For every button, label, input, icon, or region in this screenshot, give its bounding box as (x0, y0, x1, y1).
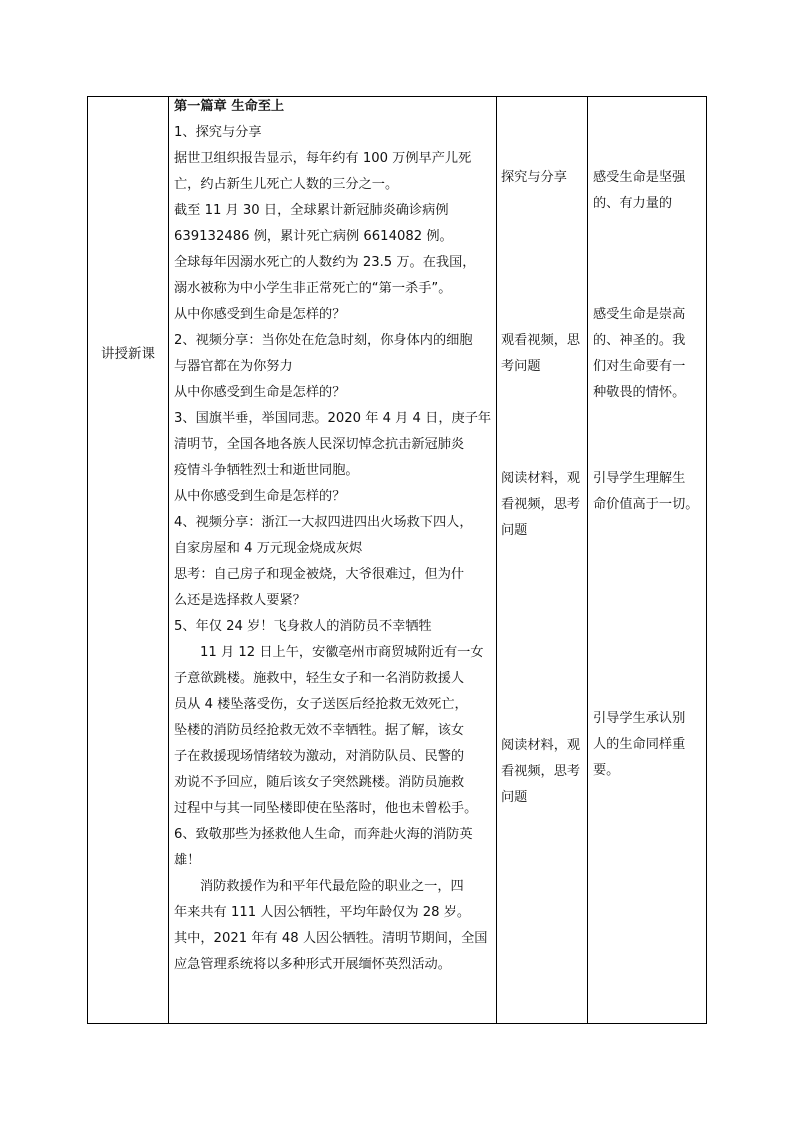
activity-block (501, 466, 580, 544)
content-line: 亡，约占新生儿死亡人数的三分之一。 (174, 177, 399, 192)
intent-line: 感受生命是坚强 (593, 170, 686, 185)
activity-line: 问题 (501, 790, 528, 805)
intent-block (593, 706, 685, 784)
content-line: 雄！ (174, 853, 201, 868)
intent-line: 命价值高于一切。 (593, 497, 699, 512)
activity-line: 观看视频，思 (501, 333, 581, 348)
content-line: 从中你感受到生命是怎样的？ (174, 385, 346, 400)
content-line: 清明节，全国各地各族人民深切悼念抗击新冠肺炎 (174, 437, 465, 452)
content-line: 年来共有 111 人因公牺牲，平均年龄仅为 28 岁。 (174, 905, 471, 920)
activity-block (501, 165, 567, 191)
content-line: 全球每年因溺水死亡的人数约为 23.5 万。在我国， (174, 255, 476, 270)
content-column (174, 94, 492, 978)
content-line: 3、国旗半垂，举国同悲。2020 年 4 月 4 日，庚子年 (174, 411, 492, 426)
activity-line: 看视频，思考 (501, 497, 581, 512)
activity-column (501, 97, 587, 1023)
content-line: 4、视频分享：浙江一大叔四进四出火场救下四人， (174, 515, 473, 530)
intent-line: 种敬畏的情怀。 (593, 385, 686, 400)
content-line: 疫情斗争牺牲烈士和逝世同胞。 (174, 463, 359, 478)
activity-block (501, 328, 580, 380)
activity-line: 探究与分享 (501, 170, 567, 185)
intent-line: 要。 (593, 763, 620, 778)
intent-column (593, 97, 705, 1023)
content-line: 639132486 例，累计死亡病例 6614082 例。 (174, 229, 453, 244)
content-line: 自家房屋和 4 万元现金烧成灰烬 (174, 541, 363, 556)
intent-line: 感受生命是崇高 (593, 307, 686, 322)
content-line: 从中你感受到生命是怎样的？ (174, 307, 346, 322)
content-line: 消防救援作为和平年代最危险的职业之一，四 (200, 879, 464, 894)
content-line: 员从 4 楼坠落受伤，女子送医后经抢救无效死亡， (174, 697, 468, 712)
row-label: 讲授新课 (101, 346, 155, 362)
column-divider (587, 97, 588, 1023)
activity-line: 问题 (501, 523, 528, 538)
content-line: 子意欲跳楼。施救中，轻生女子和一名消防救援人 (174, 671, 465, 686)
intent-block (593, 165, 685, 217)
content-line: 2、视频分享：当你处在危急时刻，你身体内的细胞 (174, 333, 473, 348)
content-line: 过程中与其一同坠楼即使在坠落时，他也未曾松手。 (174, 801, 478, 816)
activity-line: 阅读材料，观 (501, 738, 581, 753)
content-line: 1、探究与分享 (174, 125, 262, 140)
intent-line: 引导学生理解生 (593, 471, 686, 486)
content-line: 从中你感受到生命是怎样的？ (174, 489, 346, 504)
content-line: 思考：自己房子和现金被烧，大爷很难过，但为什 (174, 567, 465, 582)
intent-line: 人的生命同样重 (593, 737, 686, 752)
column-divider (168, 97, 169, 1023)
content-line: 截至 11 月 30 日，全球累计新冠肺炎确诊病例 (174, 203, 449, 218)
content-line: 溺水被称为中小学生非正常死亡的“第一杀手”。 (174, 281, 452, 296)
activity-line: 考问题 (501, 359, 541, 374)
lesson-table (87, 96, 707, 1024)
activity-line: 看视频，思考 (501, 764, 581, 779)
column-divider (496, 97, 497, 1023)
intent-line: 们对生命要有一 (593, 359, 686, 374)
content-line: 子在救援现场情绪较为激动，对消防队员、民警的 (174, 749, 465, 764)
intent-block (593, 302, 685, 406)
content-line: 应急管理系统将以多种形式开展缅怀英烈活动。 (174, 957, 451, 972)
intent-line: 的、有力量的 (593, 196, 673, 211)
content-line: 与器官都在为你努力 (174, 359, 293, 374)
intent-line: 的、神圣的。我 (593, 333, 686, 348)
content-line: 5、年仅 24 岁！飞身救人的消防员不幸牺牲 (174, 619, 432, 634)
content-line: 劝说不予回应，随后该女子突然跳楼。消防员施救 (174, 775, 465, 790)
content-line: 11 月 12 日上午，安徽亳州市商贸城附近有一女 (200, 645, 484, 660)
content-line: 6、致敬那些为拯救他人生命，而奔赴火海的消防英 (174, 827, 473, 842)
content-line: 据世卫组织报告显示，每年约有 100 万例早产儿死 (174, 151, 472, 166)
content-line: 坠楼的消防员经抢救无效不幸牺牲。据了解，该女 (174, 723, 465, 738)
activity-line: 阅读材料，观 (501, 471, 581, 486)
intent-block (593, 466, 699, 518)
intent-line: 引导学生承认别 (593, 711, 686, 726)
content-line: 么还是选择救人要紧？ (174, 593, 306, 608)
content-line: 其中，2021 年有 48 人因公牺牲。清明节期间，全国 (174, 931, 488, 946)
section-title: 第一篇章 生命至上 (174, 99, 285, 114)
activity-block (501, 733, 580, 811)
